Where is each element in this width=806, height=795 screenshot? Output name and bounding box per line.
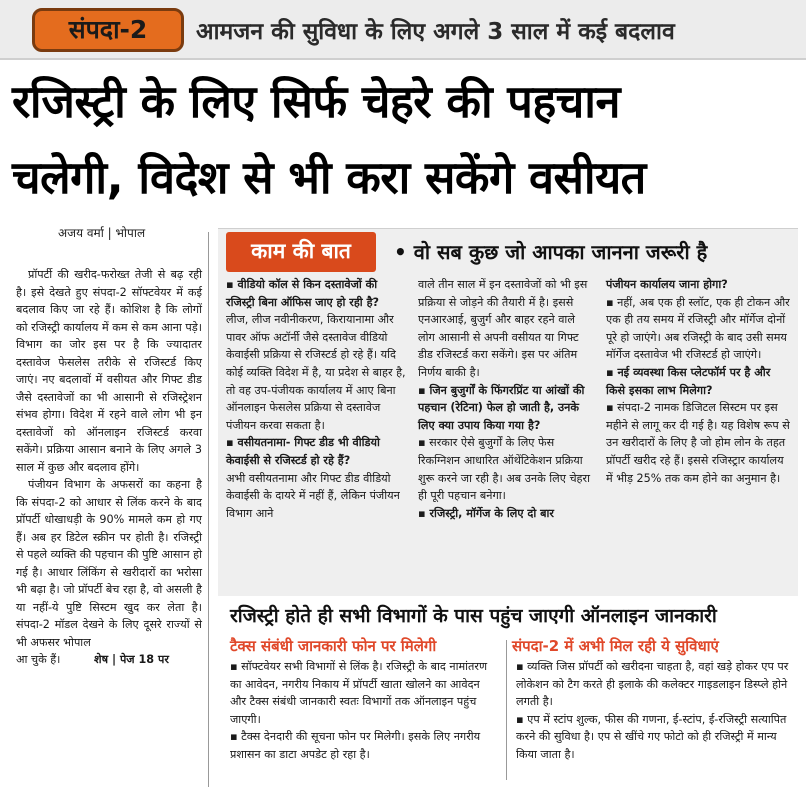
question-4-end: पंजीयन कार्यालय जाना होगा? — [606, 278, 728, 291]
answer-2-cont: वाले तीन साल में इन दस्तावेजों को भी इस प्रक्रिया से जोड़ने की तैयारी में है। इससे एनआरआई, बुजुर्ग और बाहर रहने वाले लोग आसानी से अपनी वसीयत या गिफ्ट डीड रजिस्टर्ड करा सकेंगे। इस पर अंतिम निर्णय बाकी है। — [418, 278, 588, 379]
bottom-left-para-2: ▪ टैक्स देनदारी की सूचना फोन पर मिलेगी। इसके लिए नगरीय प्रशासन का डाटा अपडेट हो रहा है। — [230, 730, 481, 761]
subhead-tax: टैक्स संबंधी जानकारी फोन पर मिलेगी — [230, 637, 437, 655]
headline-line-2: चलेगी, विदेश से भी करा सकेंगे वसीयत — [12, 151, 646, 204]
question-5: ▪ नई व्यवस्था किस प्लेटफॉर्म पर है और किसे इसका लाभ मिलेगा? — [606, 365, 771, 397]
qa-column-2 — [418, 276, 592, 522]
qa-column-1 — [226, 276, 408, 522]
left-last-text: आ चुके हैं। — [16, 653, 61, 666]
qa-column-3 — [606, 276, 790, 487]
question-2: ▪ वसीयतनामा- गिफ्ट डीड भी वीडियो केवाईसी से रजिस्टर्ड हो रहे हैं? — [226, 436, 380, 467]
answer-3: ▪ सरकार ऐसे बुजुर्गों के लिए फेस रिकग्निशन आधारित ऑथेंटिकेशन प्रक्रिया शुरू करने जा रही है। अब उनके लिए चेहरा ही पूरी पहचान बनेगा। — [418, 436, 590, 503]
bottom-right-para-2: ▪ एप में स्टांप शुल्क, फीस की गणना, ई-स्टांप, ई-रजिस्ट्री सत्यापित करने की सुविधा है। एप से खींचे गए फोटो को ही रजिस्ट्री में मान्य किया जाता है। — [516, 712, 787, 761]
section-badge: संपदा-2 — [32, 8, 184, 52]
question-4-start: ▪ रजिस्ट्री, मॉर्गेज के लिए दो बार — [418, 506, 555, 520]
continued-jump: शेष | पेज 18 पर — [94, 653, 169, 666]
question-1: ▪ वीडियो कॉल से किन दस्तावेजों की रजिस्ट्री बिना ऑफिस जाए हो रही है? — [226, 278, 380, 309]
left-para-2: पंजीयन विभाग के अफसरों का कहना है कि संपदा-2 को आधार से लिंक करने के बाद प्रॉपर्टी धोखाधड़ी के 90% मामले कम हो गए हैं। अब हर डिटेल स्क्रीन पर होती है। रजिस्ट्री से पहले व्यक्ति की पहचान की पुष्टि आसान हो गई है। आधार लिंकिंग से खरीदारों का भरोसा भी बढ़ा है। जो प्रॉपर्टी बेच रहा है, वो असली है या नहीं-ये पुष्टि सिस्टम खुद कर लेता है। संपदा-2 मॉडल देखने के लिए दूसरे राज्यों से भी अफसर भोपाल — [16, 478, 202, 649]
left-end-line — [16, 651, 202, 669]
kaam-ki-baat-title: • वो सब कुछ जो आपका जानना जरूरी है — [394, 240, 708, 264]
bottom-column-divider — [506, 640, 507, 780]
bottom-left-column — [230, 658, 498, 764]
bottom-left-para-1: ▪ सॉफ्टवेयर सभी विभागों से लिंक है। रजिस्ट्री के बाद नामांतरण का आवेदन, नगरीय निकाय में प्रॉपर्टी खाता खोलने का आवेदन और टैक्स संबंधी जानकारी स्वतः विभागों तक ऑनलाइन पहुंच जाएगी। — [230, 660, 488, 726]
kaam-ki-baat-tag: काम की बात — [226, 232, 376, 272]
bottom-section-title: रजिस्ट्री होते ही सभी विभागों के पास पहुंच जाएगी ऑनलाइन जानकारी — [230, 605, 717, 627]
byline: अजय वर्मा | भोपाल — [58, 226, 146, 240]
answer-4: ▪ नहीं, अब एक ही स्लॉट, एक ही टोकन और एक ही तय समय में रजिस्ट्री और मॉर्गेज दोनों पूरे हो जाएंगे। अब रजिस्ट्री के बाद उसी समय मॉर्गेज दस्तावेज भी रजिस्टर्ड हो जाएंगे। — [606, 295, 790, 362]
kicker-text: आमजन की सुविधा के लिए अगले 3 साल में कई बदलाव — [196, 19, 675, 45]
column-divider — [208, 232, 209, 787]
question-3: ▪ जिन बुजुर्गों के फिंगरप्रिंट या आंखों की पहचान (रेटिना) फेल हो जाती है, उनके लिए क्या उपाय किया गया है? — [418, 383, 585, 432]
bottom-right-para-1: ▪ व्यक्ति जिस प्रॉपर्टी को खरीदना चाहता है, वहां खड़े होकर एप पर लोकेशन को टैग करते ही इलाके की कलेक्टर गाइडलाइन डिस्प्ले होने लगती है। — [516, 660, 789, 709]
bottom-right-column — [516, 658, 794, 764]
answer-2: अभी वसीयतनामा और गिफ्ट डीड वीडियो केवाईसी के दायरे में नहीं हैं, लेकिन पंजीयन विभाग आने — [226, 471, 400, 520]
subhead-facilities: संपदा-2 में अभी मिल रही ये सुविधाएं — [512, 637, 719, 655]
headline-line-1: रजिस्ट्री के लिए सिर्फ चेहरे की पहचान — [12, 75, 620, 128]
left-column — [16, 266, 202, 669]
answer-1: लीज, लीज नवीनीकरण, किरायानामा और पावर ऑफ अटॉर्नी जैसे दस्तावेज वीडियो केवाईसी प्रक्रिया से रजिस्टर्ड हो रहे हैं। यदि कोई व्यक्ति विदेश में है, या प्रदेश से बाहर है, तो वह उप-पंजीयक कार्यालय में आए बिना ऑनलाइन फेसलेस प्रक्रिया से दस्तावेज पंजीयन करवा सकता है। — [226, 313, 406, 432]
left-para-1: प्रॉपर्टी की खरीद-फरोख्त तेजी से बढ़ रही है। इसे देखते हुए संपदा-2 सॉफ्टवेयर में कई बदलाव किए जा रहे हैं। कोशिश है कि लोगों को रजिस्ट्री कार्यालय में कम से कम आना पड़े। विभाग का जोर इस पर है कि ज्यादातर दस्तावेज फेसलेस तरीके से रजिस्टर्ड किए जाएं। नए बदलावों में वसीयत और गिफ्ट डीड जैसे दस्तावेजों का भी आसानी से रजिस्ट्रेशन संभव होगा। विदेश में रहने वाले लोग भी इन दस्तावेजों को ऑनलाइन रजिस्टर्ड करवा सकेंगे। प्रक्रिया आसान बनाने के लिए अगले 3 साल में कुछ और बदलाव होंगे। — [16, 268, 202, 474]
answer-5: ▪ संपदा-2 नामक डिजिटल सिस्टम पर इस महीने से लागू कर दी गई है। यह विशेष रूप से उन खरीदारों के लिए है जो होम लोन के तहत प्रॉपर्टी खरीद रहे हैं। इससे रजिस्ट्रार कार्यालय में भीड़ 25% तक कम होने का अनुमान है। — [606, 401, 790, 485]
